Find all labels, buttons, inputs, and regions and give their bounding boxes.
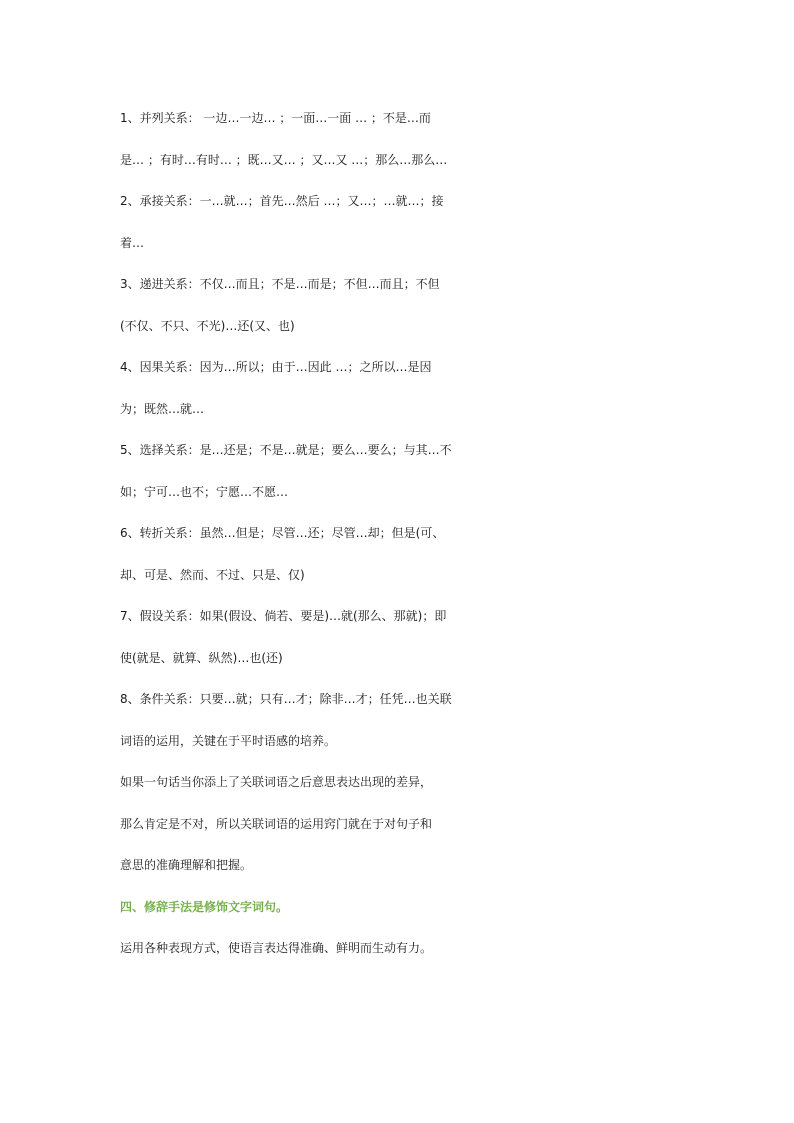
- text-line: 3、递进关系：不仅…而且；不是…而是；不但…而且；不但: [120, 277, 440, 291]
- text-line: 7、假设关系：如果(假设、倘若、要是)…就(那么、那就)；即: [120, 609, 447, 623]
- text-line: 意思的准确理解和把握。: [120, 858, 253, 872]
- text-line: 词语的运用，关键在于平时语感的培养。: [120, 733, 337, 748]
- section-heading: 四、修辞手法是修饰文字词句。: [120, 899, 289, 914]
- text-line: 如果一句话当你添上了关联词语之后意思表达出现的差异，: [120, 775, 433, 789]
- text-line: 2、承接关系：一…就…；首先…然后 …；又…；…就…；接: [120, 194, 444, 208]
- text-line: 5、选择关系：是…还是；不是…就是；要么…要么；与其…不: [120, 443, 452, 457]
- text-line: 为；既然…就…: [120, 401, 205, 416]
- text-line: (不仅、不只、不光)…还(又、也): [120, 318, 295, 333]
- document-body: [120, 98, 680, 970]
- text-line: 使(就是、就算、纵然)…也(还): [120, 650, 283, 665]
- text-line: 4、因果关系：因为…所以；由于…因此 …；之所以…是因: [120, 360, 432, 374]
- text-line: 却、可是、然而、不过、只是、仅): [120, 567, 305, 582]
- text-line: 着…: [120, 235, 145, 250]
- text-line: 是… ；有时…有时… ；既…又… ；又…又 …；那么…那么…: [120, 152, 448, 167]
- text-line: 6、转折关系：虽然…但是；尽管…还；尽管…却；但是(可、: [120, 526, 445, 540]
- text-line: 1、并列关系： 一边…一边… ；一面…一面 … ；不是…而: [120, 111, 431, 125]
- text-line: 运用各种表现方式，使语言表达得准确、鲜明而生动有力。: [120, 941, 433, 955]
- text-line: 那么肯定是不对，所以关联词语的运用窍门就在于对句子和: [120, 816, 433, 831]
- text-line: 8、条件关系：只要…就；只有…才；除非…才；任凭…也关联: [120, 692, 452, 706]
- text-line: 如；宁可…也不；宁愿…不愿…: [120, 484, 289, 499]
